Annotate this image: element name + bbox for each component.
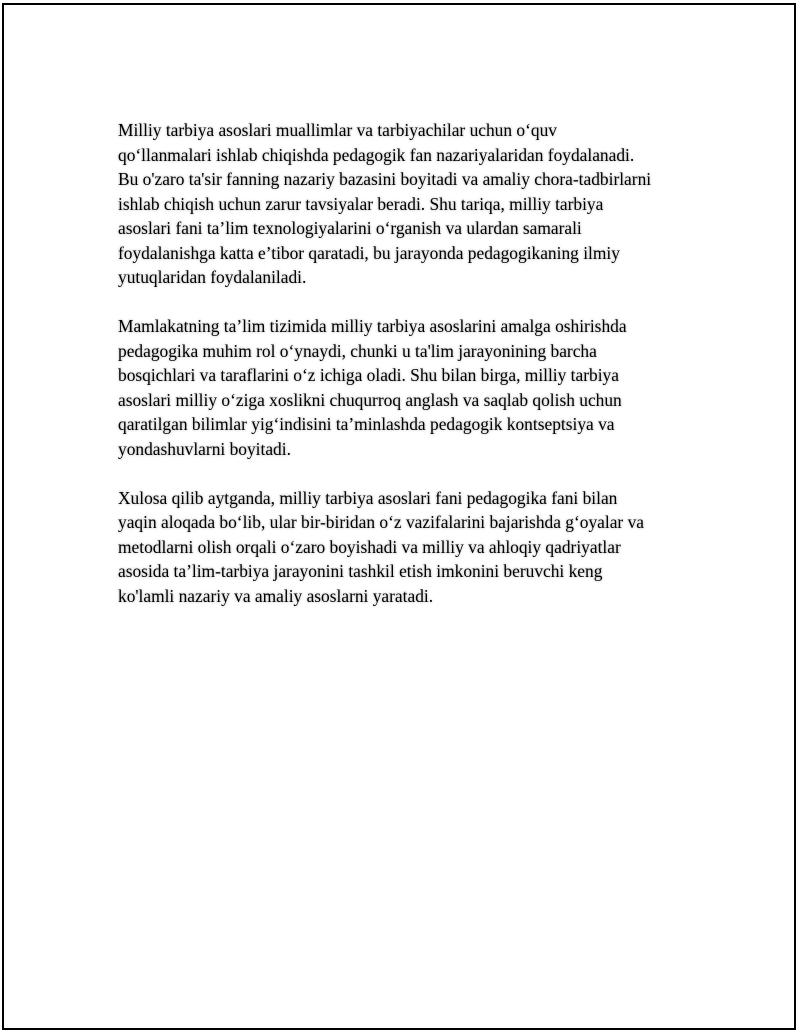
paragraph-2 — [118, 314, 708, 461]
paragraph-line: yondashuvlarni boyitadi. — [118, 438, 291, 459]
paragraph-line: Bu o'zaro ta'sir fanning nazariy bazasini boyitadi va amaliy chora-tadbirlarni — [118, 169, 652, 189]
paragraph-line: bosqichlari va taraflarini o‘z ichiga oladi. Shu bilan birga, milliy tarbiya — [118, 365, 619, 385]
paragraph-line: qo‘llanmalari ishlab chiqishda pedagogik fan nazariyalaridan foydalanadi. — [118, 144, 635, 165]
paragraph-line: foydalanishga katta e’tibor qaratadi, bu jarayonda pedagogikaning ilmiy — [118, 242, 620, 263]
paragraph-line: pedagogika muhim rol o‘ynaydi, chunki u ta'lim jarayonining barcha — [118, 340, 597, 361]
paragraph-line: qaratilgan bilimlar yig‘indisini ta’minlashda pedagogik kontseptsiya va — [118, 414, 615, 434]
paragraph-line: ko'lamli nazariy va amaliy asoslarni yaratadi. — [118, 585, 434, 606]
paragraph-line: Xulosa qilib aytganda, milliy tarbiya asoslari fani pedagogika fani bilan — [118, 487, 618, 508]
paragraph-line: asoslari fani ta’lim texnologiyalarini o‘rganish va ulardan samarali — [118, 218, 582, 238]
paragraph-line: Mamlakatning ta’lim tizimida milliy tarbiya asoslarini amalga oshirishda — [118, 316, 627, 336]
paragraph-1 — [118, 118, 708, 290]
paragraph-line: asosida ta’lim-tarbiya jarayonini tashkil etish imkonini beruvchi keng — [118, 561, 603, 581]
paragraph-3 — [118, 486, 708, 609]
paragraph-line: Milliy tarbiya asoslari muallimlar va tarbiyachilar uchun o‘quv — [118, 120, 557, 140]
document-body — [118, 118, 708, 633]
paragraph-line: metodlarni olish orqali o‘zaro boyishadi va milliy va ahloqiy qadriyatlar — [118, 536, 621, 557]
paragraph-line: yaqin aloqada bo‘lib, ular bir-biridan o‘z vazifalarini bajarishda g‘oyalar va — [118, 512, 644, 532]
paragraph-line: yutuqlaridan foydalaniladi. — [118, 267, 307, 287]
paragraph-line: ishlab chiqish uchun zarur tavsiyalar beradi. Shu tariqa, milliy tarbiya — [118, 193, 604, 214]
paragraph-line: asoslari milliy o‘ziga xoslikni chuqurroq anglash va saqlab qolish uchun — [118, 389, 622, 410]
